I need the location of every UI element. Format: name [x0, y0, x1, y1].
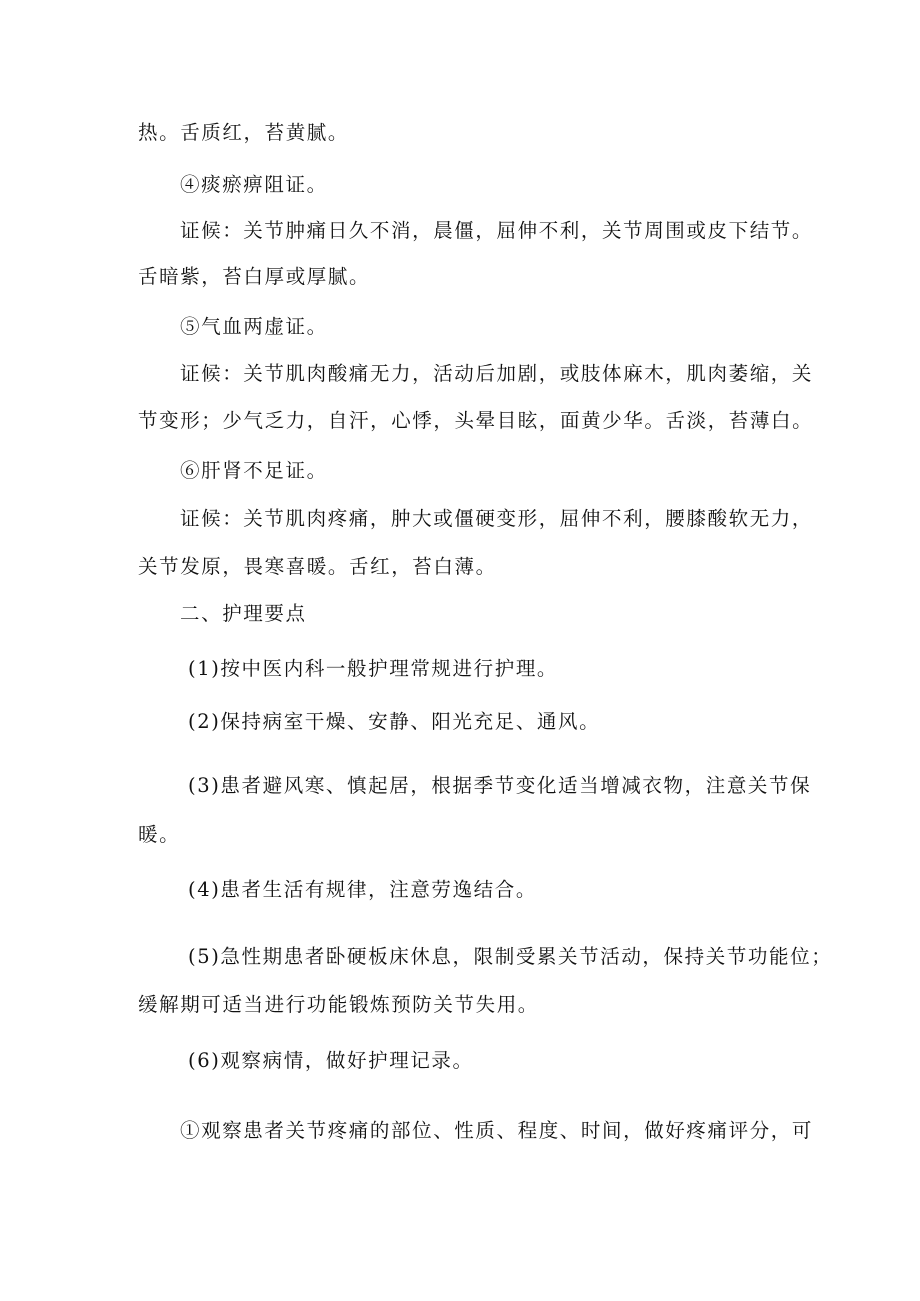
text-line: 证候：关节肿痛日久不消，晨僵，屈伸不利，关节周围或皮下结节。	[180, 219, 814, 242]
syndrome-heading: ⑥肝肾不足证。	[180, 459, 328, 482]
list-item: (1)按中医内科一般护理常规进行护理。	[188, 657, 559, 680]
section-heading: 二、护理要点	[180, 602, 307, 625]
text-line: 节变形；少气乏力，自汗，心悸，头晕目眩，面黄少华。舌淡，苔薄白。	[138, 409, 814, 432]
text-line: 热。舌质红，苔黄腻。	[138, 121, 350, 144]
text-line: 证候：关节肌肉酸痛无力，活动后加剧，或肢体麻木，肌肉萎缩，关	[180, 362, 814, 385]
list-item: (4)患者生活有规律，注意劳逸结合。	[188, 878, 537, 901]
text-line: 暖。	[138, 823, 181, 846]
syndrome-heading: ④痰瘀痹阻证。	[180, 173, 328, 196]
syndrome-heading: ⑤气血两虚证。	[180, 315, 328, 338]
list-item: (5)急性期患者卧硬板床休息，限制受累关节活动，保持关节功能位；	[188, 945, 833, 968]
list-item: (2)保持病室干燥、安静、阳光充足、通风。	[188, 710, 601, 733]
text-line: 缓解期可适当进行功能锻炼预防关节失用。	[138, 993, 539, 1016]
list-item: (6)观察病情，做好护理记录。	[188, 1049, 474, 1072]
text-line: 舌暗紫，苔白厚或厚腻。	[138, 265, 371, 288]
text-line: 证候：关节肌肉疼痛，肿大或僵硬变形，屈伸不利，腰膝酸软无力，	[180, 507, 814, 530]
text-line: 关节发原，畏寒喜暖。舌红，苔白薄。	[138, 555, 497, 578]
list-item: (3)患者避风寒、慎起居，根据季节变化适当增减衣物，注意关节保	[188, 774, 812, 797]
list-item: ①观察患者关节疼痛的部位、性质、程度、时间，做好疼痛评分，可	[180, 1119, 814, 1142]
